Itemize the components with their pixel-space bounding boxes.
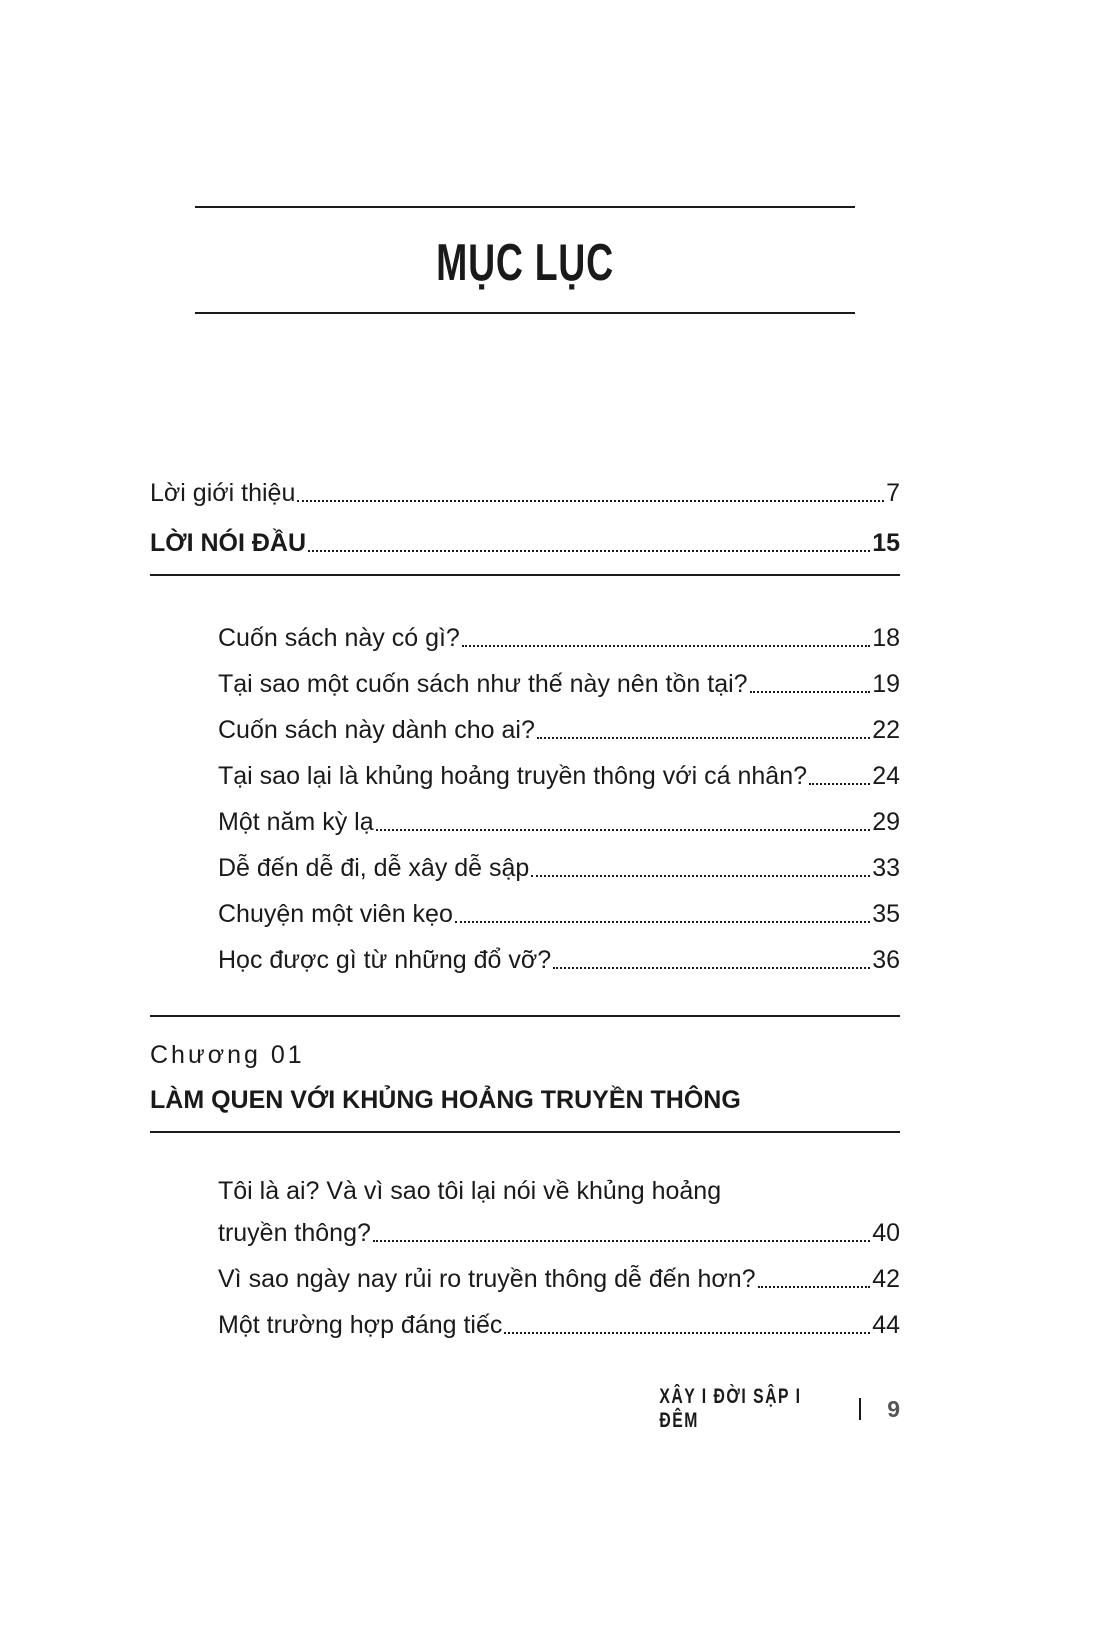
toc-entry-page: 29 <box>872 808 900 836</box>
toc-entry-label: LỜI NÓI ĐẦU <box>150 529 307 557</box>
toc-entry[interactable] <box>218 621 900 655</box>
toc-entry-page: 44 <box>872 1311 900 1339</box>
toc-entry-preface[interactable] <box>150 526 900 560</box>
toc-leader-dots <box>462 645 870 647</box>
toc-entry[interactable] <box>218 713 900 747</box>
toc-leader-dots <box>809 783 870 785</box>
toc-entry-page: 40 <box>872 1219 900 1247</box>
page-title: MỤC LỤC <box>436 234 614 292</box>
toc-entry-page: 19 <box>872 670 900 698</box>
toc-leader-dots <box>750 691 871 693</box>
toc-entry-label: Một trường hợp đáng tiếc <box>218 1311 503 1339</box>
toc-leader-dots <box>373 1240 870 1242</box>
toc-entry[interactable] <box>218 897 900 931</box>
toc-leader-dots <box>758 1286 871 1288</box>
section-rule <box>150 1131 900 1133</box>
title-rule-bottom <box>195 312 855 314</box>
toc-entry-page: 18 <box>872 624 900 652</box>
toc-leader-dots <box>537 737 870 739</box>
toc-leader-dots <box>455 921 870 923</box>
toc-entry-page: 7 <box>886 479 900 507</box>
toc-entry-label: Tại sao một cuốn sách như thế này nên tồn tại? <box>218 670 748 698</box>
footer-separator <box>859 1398 861 1420</box>
toc-entry[interactable] <box>218 1262 900 1296</box>
toc-entry[interactable] <box>218 851 900 885</box>
toc-leader-dots <box>297 500 884 502</box>
toc-entry[interactable] <box>218 759 900 793</box>
toc-leader-dots <box>308 550 870 552</box>
toc-entry-label: truyền thông? <box>218 1219 371 1247</box>
toc-entry-page: 42 <box>872 1265 900 1293</box>
toc-entry-label: Cuốn sách này dành cho ai? <box>218 716 535 744</box>
toc-entry-label: Vì sao ngày nay rủi ro truyền thông dễ đến hơn? <box>218 1265 756 1293</box>
toc-entry-page: 33 <box>872 854 900 882</box>
toc-entry-page: 36 <box>872 946 900 974</box>
page-footer <box>600 1385 900 1432</box>
toc-leader-dots <box>504 1332 870 1334</box>
toc-entry-page: 22 <box>872 716 900 744</box>
toc-entry-page: 35 <box>872 900 900 928</box>
toc-entry[interactable] <box>218 1216 900 1250</box>
toc-entry[interactable] <box>218 805 900 839</box>
toc-entry-label: Một năm kỳ lạ <box>218 808 374 836</box>
toc-entry-label: Tại sao lại là khủng hoảng truyền thông với cá nhân? <box>218 762 808 790</box>
footer-book-title: XÂY I ĐỜI SẬP I ĐÊM <box>659 1385 802 1432</box>
toc-entry-label: Học được gì từ những đổ vỡ? <box>218 946 552 974</box>
toc-entry-page: 15 <box>872 529 900 557</box>
toc-entry-introduction[interactable] <box>150 476 900 510</box>
toc-leader-dots <box>531 875 870 877</box>
toc-entry[interactable] <box>218 943 900 977</box>
toc-leader-dots <box>376 829 871 831</box>
toc-leader-dots <box>553 967 870 969</box>
toc-entry-page: 24 <box>872 762 900 790</box>
footer-page-number: 9 <box>887 1395 900 1422</box>
toc-entry-label: Lời giới thiệu <box>150 479 296 507</box>
section-rule <box>150 1015 900 1017</box>
chapter-number: Chương 01 <box>150 1041 305 1069</box>
toc-entry-label: Dễ đến dễ đi, dễ xây dễ sập <box>218 854 530 882</box>
toc-entry-label: Cuốn sách này có gì? <box>218 624 460 652</box>
chapter-title[interactable]: LÀM QUEN VỚI KHỦNG HOẢNG TRUYỀN THÔNG <box>150 1086 741 1114</box>
toc-entry-label-line1[interactable]: Tôi là ai? Và vì sao tôi lại nói về khủng hoảng <box>218 1177 722 1205</box>
section-rule <box>150 574 900 576</box>
toc-entry-label: Chuyện một viên kẹo <box>218 900 453 928</box>
toc-entry[interactable] <box>218 667 900 701</box>
title-rule-top <box>195 206 855 208</box>
toc-entry[interactable] <box>218 1308 900 1342</box>
